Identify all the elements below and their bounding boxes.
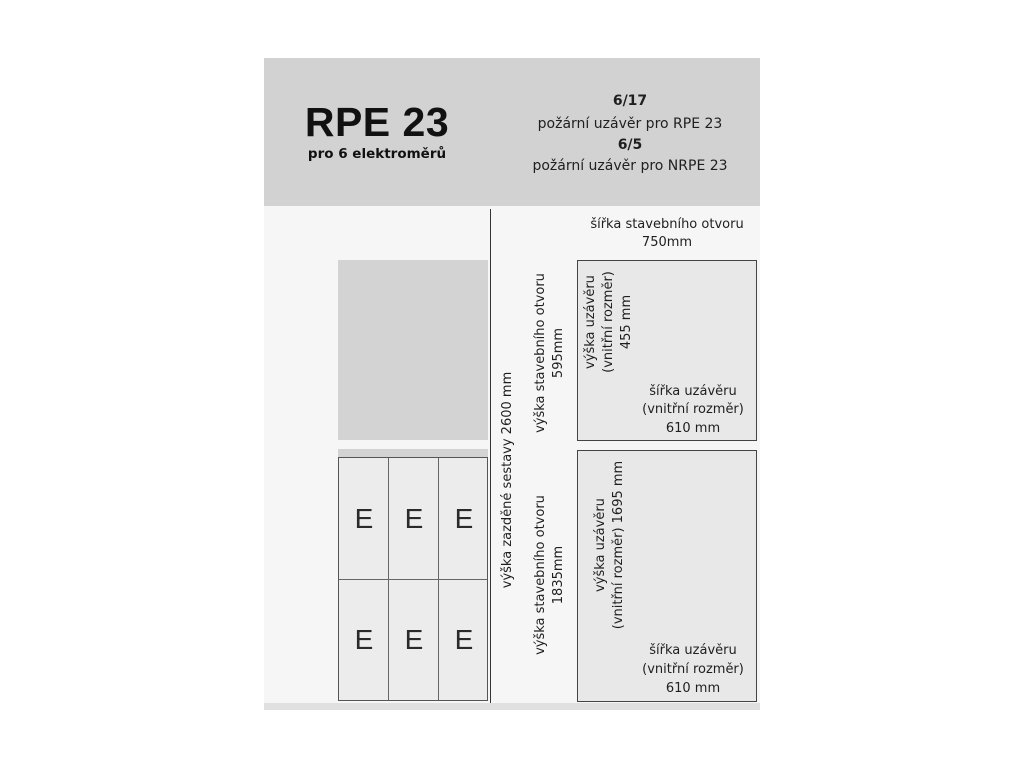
product-title: RPE 23: [304, 99, 450, 145]
upper-closure-width-label: šířka uzávěru: [649, 384, 737, 399]
dimension-line: [490, 209, 491, 708]
meter-cell: E: [404, 503, 424, 534]
meter-cell: E: [354, 503, 374, 534]
upper-closure-width-value: 610 mm: [665, 421, 721, 436]
lower-closure-height-note: (vnitřní rozměr) 1695 mm: [611, 460, 626, 630]
lower-closure-height-label: výška uzávěru: [593, 498, 608, 592]
lower-closure-width-value: 610 mm: [665, 681, 721, 696]
upper-closure-height-label: výška uzávěru: [583, 275, 598, 369]
bottom-edge: [264, 703, 760, 710]
opening-width-value: 750mm: [641, 235, 693, 250]
cabinet-divider: [338, 449, 488, 457]
upper-closure-height-value: 455 mm: [619, 294, 634, 350]
lower-opening-height-label: výška stavebního otvoru: [533, 495, 548, 655]
upper-closure-width-note: (vnitřní rozměr): [642, 402, 744, 417]
upper-opening-height-label: výška stavebního otvoru: [533, 273, 548, 433]
product-subtitle: pro 6 elektroměrů: [307, 146, 447, 162]
code-6-17: 6/17: [612, 93, 648, 109]
meter-grid: [338, 457, 488, 701]
lower-closure-width-note: (vnitřní rozměr): [642, 662, 744, 677]
lower-closure-width-label: šířka uzávěru: [649, 643, 737, 658]
upper-closure-height-note: (vnitřní rozměr): [601, 271, 616, 373]
code-6-5: 6/5: [617, 137, 643, 153]
meter-cell: E: [454, 503, 474, 534]
meter-cell: E: [404, 624, 424, 655]
meter-cell: E: [354, 624, 374, 655]
desc-nrpe: požární uzávěr pro NRPE 23: [532, 158, 728, 174]
upper-opening-height-value: 595mm: [551, 327, 566, 379]
opening-width-label: šířka stavebního otvoru: [590, 217, 744, 232]
desc-rpe: požární uzávěr pro RPE 23: [537, 116, 723, 132]
assembly-height-label: výška zazděné sestavy 2600 mm: [500, 371, 515, 589]
lower-opening-height-value: 1835mm: [551, 545, 566, 605]
meter-cell: E: [454, 624, 474, 655]
upper-cabinet: [338, 260, 488, 440]
